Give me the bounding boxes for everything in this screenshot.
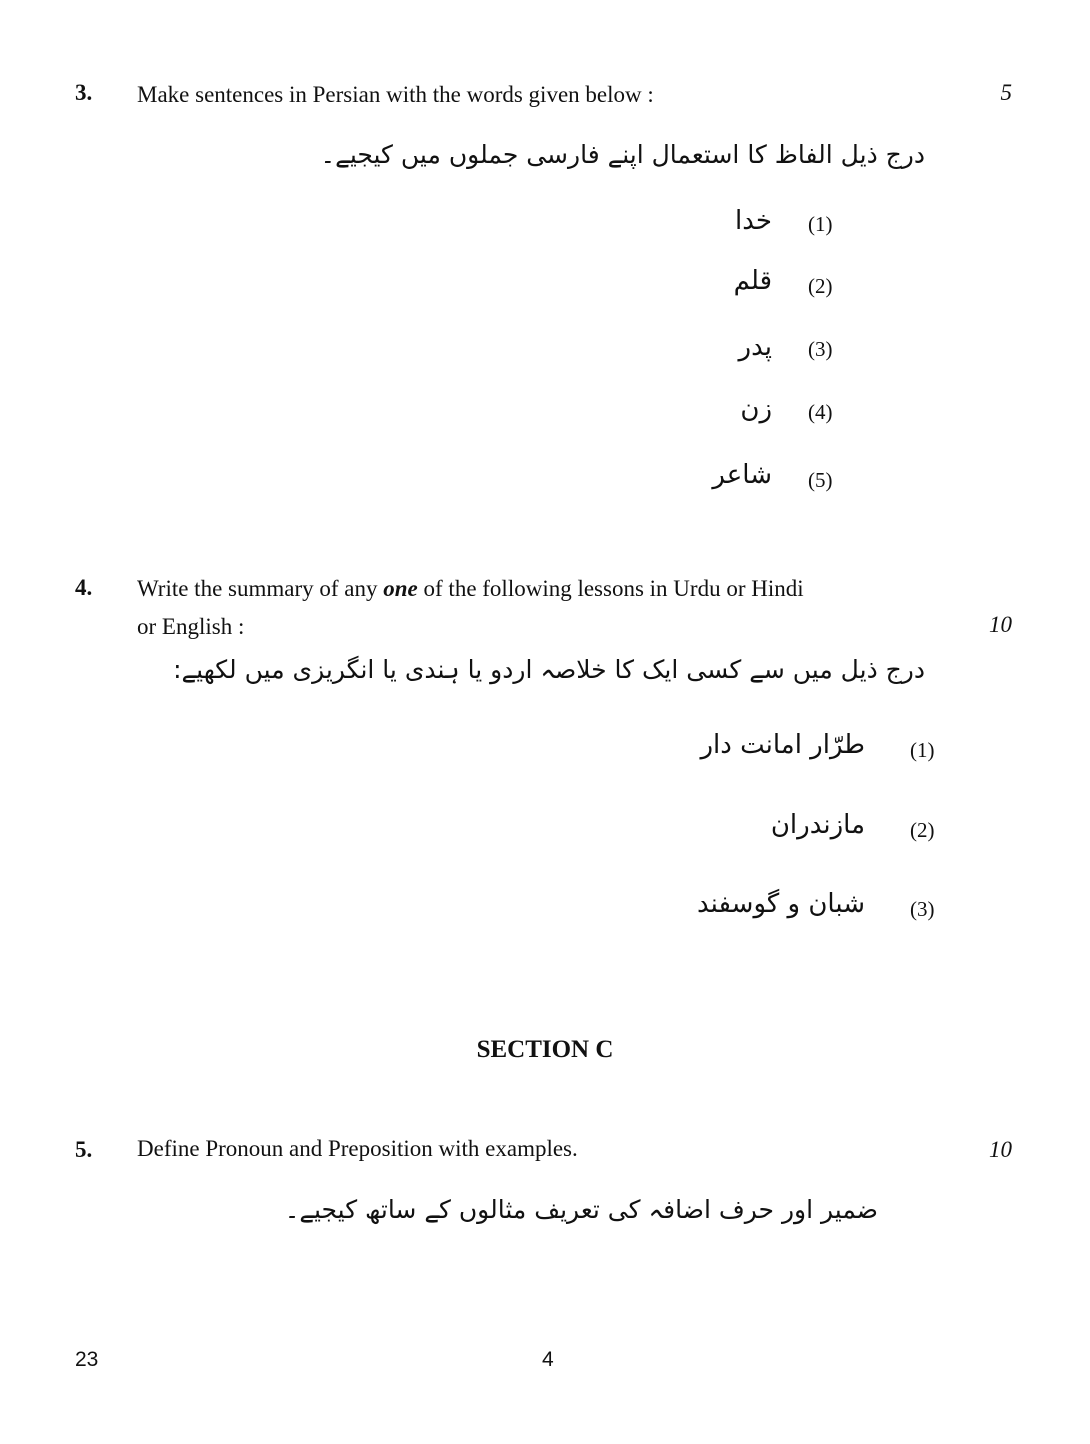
q4-item-3-number: (3): [910, 897, 935, 921]
q4-item-3-word: شبان و گوسفند: [697, 889, 865, 919]
q3-marks: 5: [1000, 80, 1012, 105]
footer-code: 23: [75, 1348, 99, 1371]
q5-number: 5.: [75, 1137, 93, 1162]
q4-urdu-instruction: درج ذیل میں سے کسی ایک کا خلاصہ اردو یا ہندی یا انگریزی میں لکھیے:: [173, 655, 925, 684]
q3-number: 3.: [75, 80, 93, 105]
q5-marks: 10: [989, 1137, 1012, 1162]
q3-item-4-word: زن: [740, 394, 772, 424]
section-title: SECTION C: [476, 1036, 614, 1063]
q4-number: 4.: [75, 575, 93, 600]
q4-marks: 10: [989, 612, 1012, 637]
q3-item-2-word: قلم: [733, 266, 772, 296]
q4-text: [137, 570, 804, 646]
q4-text-after: of the following lessons in Urdu or Hindi: [417, 576, 804, 601]
q3-item-2-number: (2): [808, 274, 833, 298]
q3-item-3-word: پدر: [738, 332, 772, 362]
q4-item-1-number: (1): [910, 738, 935, 762]
q3-item-5-word: شاعر: [712, 460, 772, 490]
q4-text-line2: or English :: [137, 614, 245, 639]
q3-item-4-number: (4): [808, 400, 833, 424]
q4-item-1-word: طرّار امانت دار: [700, 730, 865, 760]
page-number: 4: [542, 1348, 554, 1371]
q4-text-emphasis: one: [383, 576, 418, 601]
q5-urdu-instruction: ضمیر اور حرف اضافہ کی تعریف مثالوں کے ساتھ کیجیے۔: [284, 1195, 878, 1224]
q3-item-3-number: (3): [808, 337, 833, 361]
q3-urdu-instruction: درج ذیل الفاظ کا استعمال اپنے فارسی جملوں میں کیجیے۔: [320, 140, 925, 169]
q3-item-5-number: (5): [808, 468, 833, 492]
q3-item-1-word: خدا: [735, 206, 772, 236]
q5-text: Define Pronoun and Preposition with examples.: [137, 1136, 578, 1161]
q4-item-2-word: مازندران: [770, 810, 865, 840]
q4-item-2-number: (2): [910, 818, 935, 842]
q3-text: Make sentences in Persian with the words given below :: [137, 82, 654, 107]
q4-text-before: Write the summary of any: [137, 576, 384, 601]
q3-item-1-number: (1): [808, 212, 833, 236]
